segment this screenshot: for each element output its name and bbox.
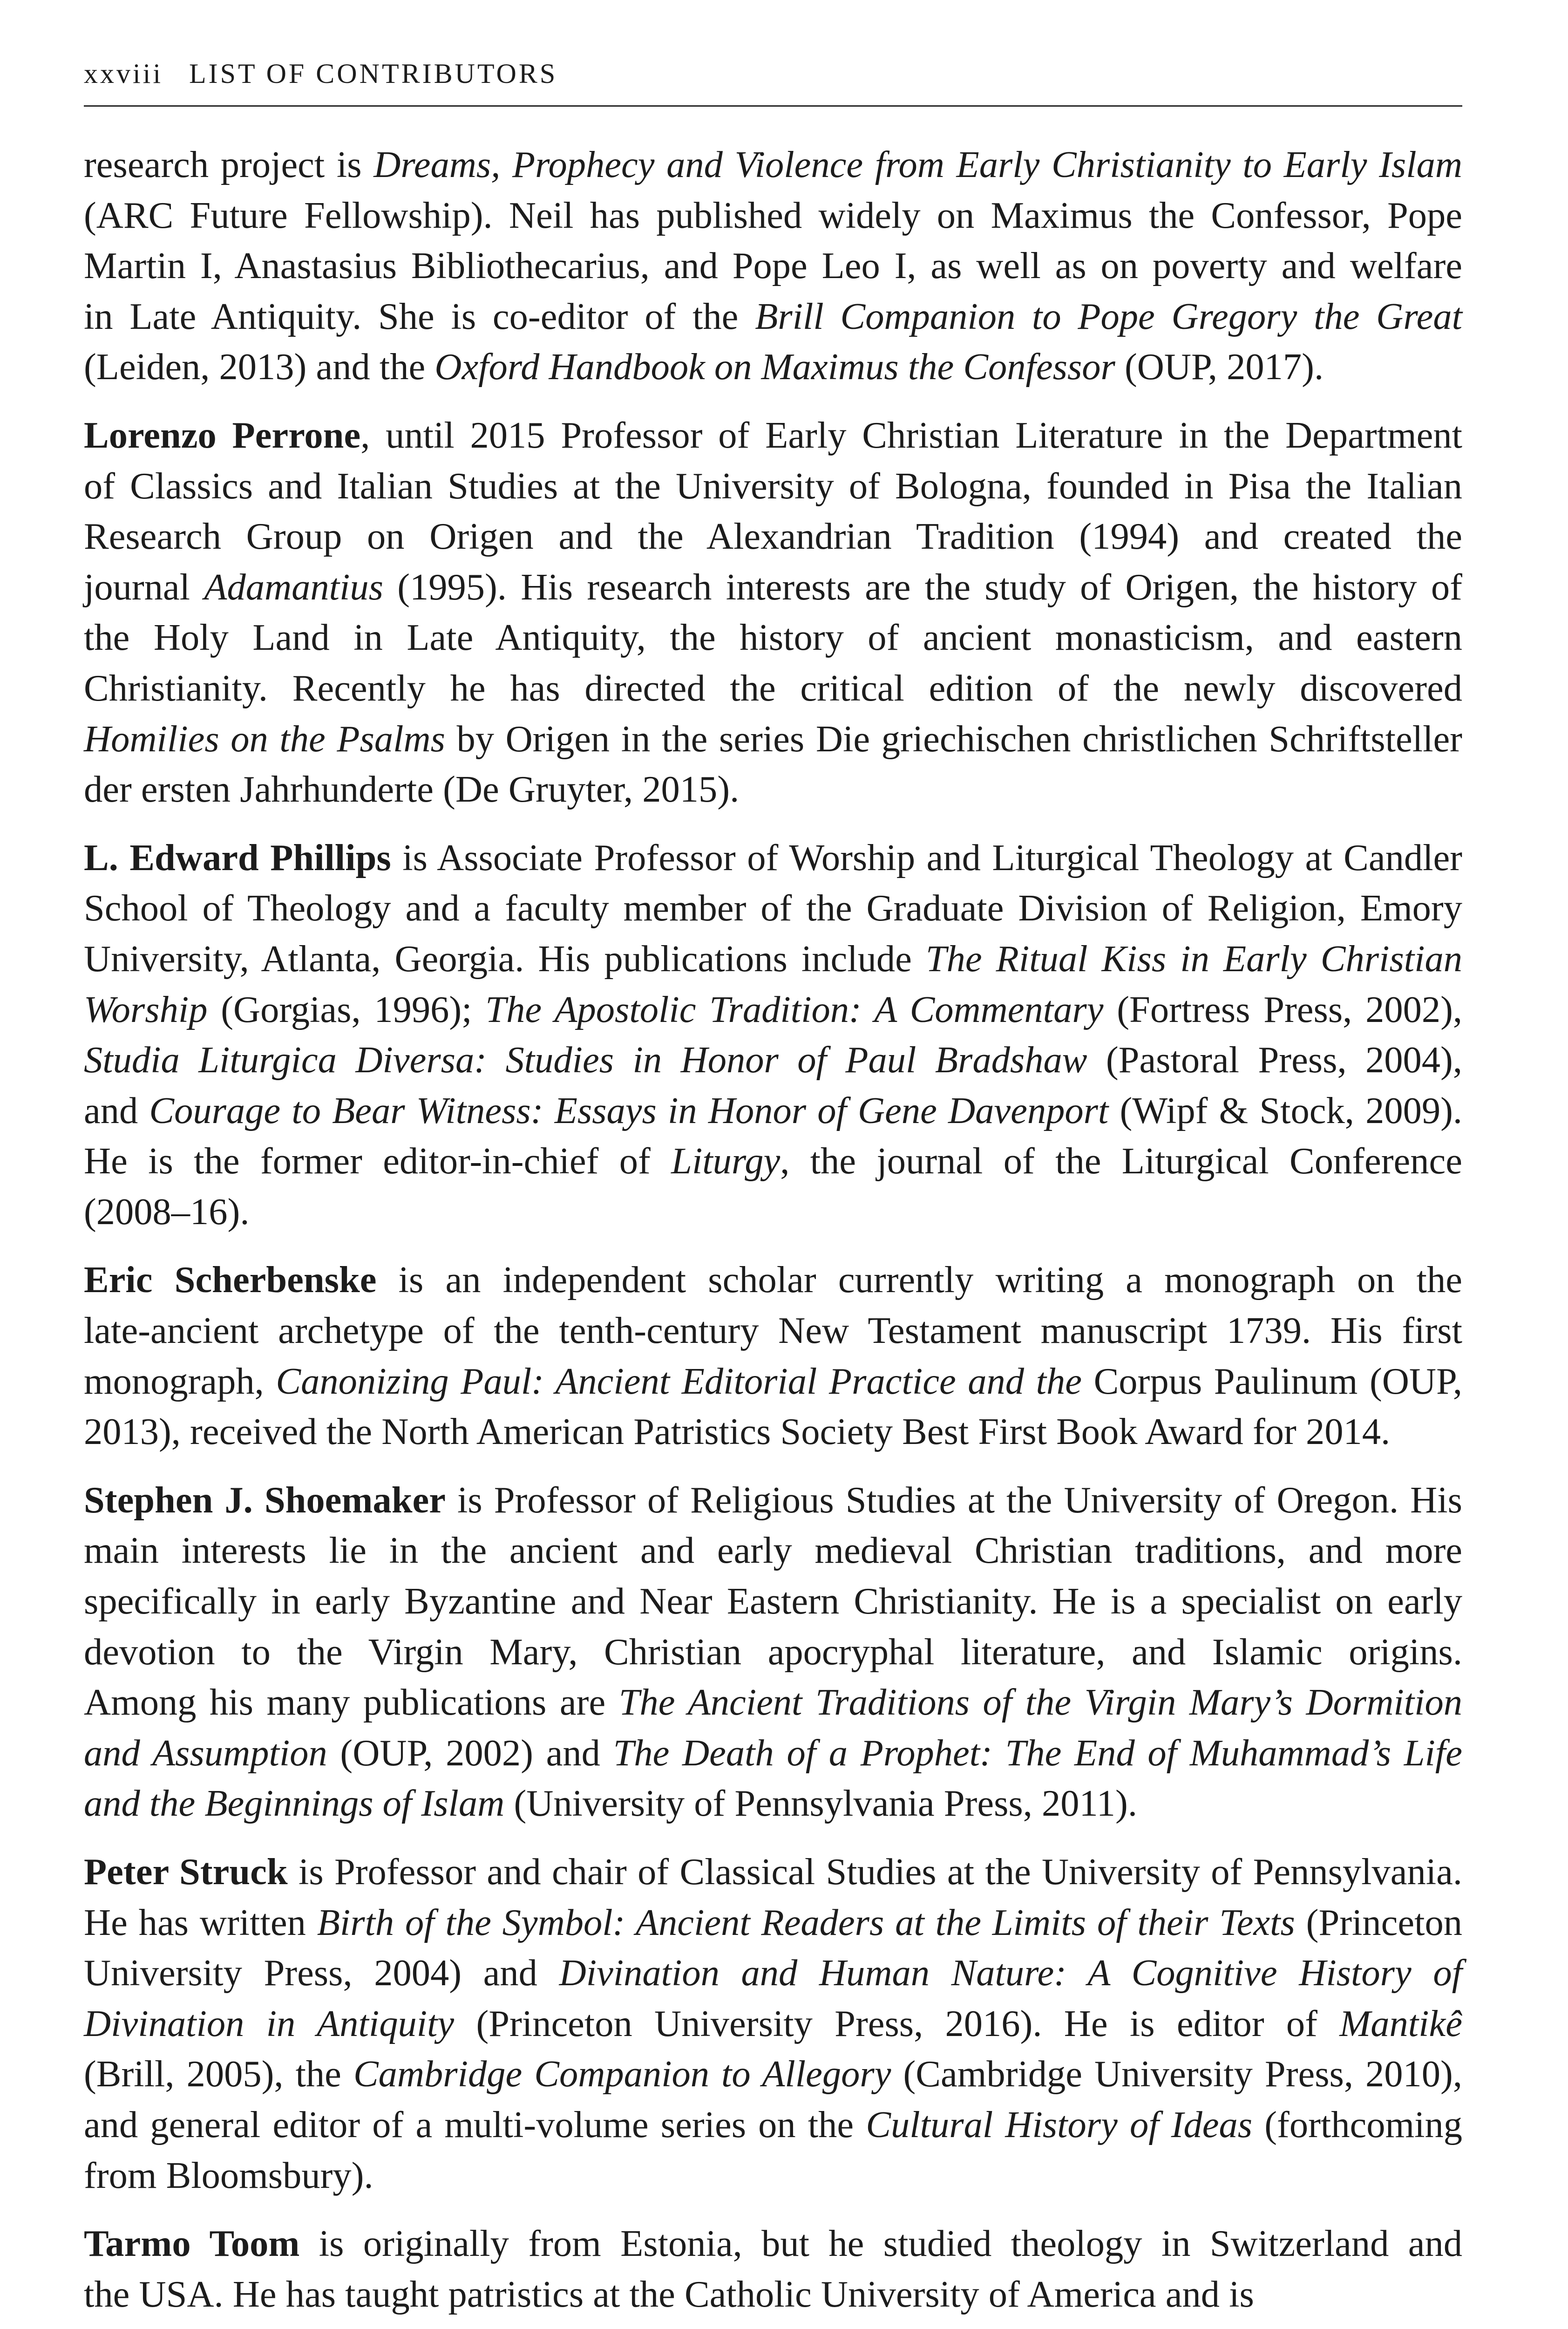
text-run: (Wipf & Stock, 2009). [1108,1090,1463,1131]
text-run: (Pastoral Press, 2004), [1087,1039,1462,1081]
text-line [84,663,1462,714]
text-line [84,2151,1462,2201]
text-line [84,1627,1462,1678]
text-run: (University of Pennsylvania Press, 2011). [504,1783,1137,1825]
work-title: Adamantius [204,566,383,608]
text-run: Martin I, Anastasius Bibliothecarius, and Pope Leo I, as well as on poverty and welfare [84,245,1462,287]
text-run: in Late Antiquity. She is co-editor of the [84,295,755,337]
text-run: specifically in early Byzantine and Near Eastern Christianity. He is a specialist on early [84,1580,1462,1622]
running-title: LIST OF CONTRIBUTORS [189,58,558,89]
text-line [84,1086,1462,1137]
text-run: Among his many publications are [84,1682,619,1723]
text-line [84,613,1462,663]
text-run: is Professor of Religious Studies at the University of Oregon. His [445,1479,1462,1521]
text-line [84,562,1462,613]
text-line [84,1677,1462,1728]
text-run: He has written [84,1901,317,1943]
text-line [84,292,1462,342]
continued-entry [84,140,1462,393]
work-title: Divination and Human Nature: A Cognitive History of [559,1952,1462,1994]
text-line [84,2219,1462,2269]
text-line [84,461,1462,512]
text-line [84,714,1462,765]
work-title: Cultural History of Ideas [866,2104,1253,2145]
text-run: (OUP, 2002) and [327,1732,613,1774]
text-run: (ARC Future Fellowship). Neil has published widely on Maximus the Confessor, Pope [84,194,1462,236]
work-title: Courage to Bear Witness: Essays in Honor of Gene Davenport [149,1090,1109,1131]
text-line [84,833,1462,884]
text-line [84,1728,1462,1779]
text-run: 2013), received the North American Patristics Society Best First Book Award for 2014. [84,1411,1391,1453]
text-run: der ersten Jahrhunderte (De Gruyter, 2015). [84,769,740,810]
text-line [84,410,1462,461]
text-run: research project is [84,144,374,185]
text-line [84,2100,1462,2151]
text-line [84,1778,1462,1829]
text-line [84,2269,1462,2320]
text-run: journal [84,566,204,608]
text-line [84,1407,1462,1457]
text-line [84,1187,1462,1238]
text-line [84,2049,1462,2100]
work-title: Liturgy [671,1140,781,1182]
text-line [84,241,1462,292]
contributor-name: Tarmo Toom [84,2223,300,2265]
text-line [84,1576,1462,1627]
text-line [84,1255,1462,1306]
text-run: (Princeton [1295,1901,1462,1943]
text-line [84,985,1462,1035]
text-run: and general editor of a multi-volume series on the [84,2104,866,2145]
text-line [84,1136,1462,1187]
text-run: University Press, 2004) and [84,1952,559,1994]
text-line [84,191,1462,241]
text-run: is Professor and chair of Classical Studies at the University of Pennsylvania. [287,1851,1462,1893]
text-run: Corpus Paulinum (OUP, [1081,1360,1463,1402]
text-run: , the journal of the Liturgical Conference [780,1140,1462,1182]
text-run: the Holy Land in Late Antiquity, the history of ancient monasticism, and eastern [84,617,1462,659]
contributor-name: L. Edward Phillips [84,837,391,878]
work-title: and Assumption [84,1732,327,1774]
contributor-name: Stephen J. Shoemaker [84,1479,446,1521]
contributor-name: Lorenzo Perrone [84,414,361,456]
text-run: from Bloomsbury). [84,2154,373,2196]
text-run: late-ancient archetype of the tenth-century New Testament manuscript 1739. His first [84,1310,1462,1352]
text-run: Research Group on Origen and the Alexandrian Tradition (1994) and created the [84,516,1462,558]
text-run: monograph, [84,1360,276,1402]
text-run: (Brill, 2005), the [84,2053,353,2095]
contributor-name: Eric Scherbenske [84,1259,377,1301]
text-line [84,1948,1462,1999]
text-run: is originally from Estonia, but he studied theology in Switzerland and [299,2223,1462,2265]
work-title: Cambridge Companion to Allegory [353,2053,891,2095]
work-title: Dreams, Prophecy and Violence from Early Christianity to Early Islam [373,144,1462,185]
contributor-entry [84,833,1462,1238]
text-run: and [84,1090,149,1131]
work-title: Canonizing Paul: Ancient Editorial Practice and the [276,1360,1082,1402]
text-run: of Classics and Italian Studies at the University of Bologna, founded in Pisa the Italian [84,465,1462,507]
contributor-entry [84,2219,1462,2320]
text-run: by Origen in the series Die griechischen christlichen Schriftsteller [445,718,1462,760]
text-run: Christianity. Recently he has directed the critical edition of the newly discovered [84,667,1462,709]
contributor-entry [84,1255,1462,1457]
text-run: (forthcoming [1252,2104,1462,2145]
work-title: and the Beginnings of Islam [84,1783,505,1825]
contributor-name: Peter Struck [84,1851,288,1893]
text-line [84,342,1462,393]
text-run: main interests lie in the ancient and early medieval Christian traditions, and more [84,1530,1462,1572]
contributor-entry [84,410,1462,815]
text-line [84,1847,1462,1898]
work-title: Birth of the Symbol: Ancient Readers at the Limits of their Texts [317,1901,1295,1943]
work-title: Oxford Handbook on Maximus the Confessor [434,346,1115,388]
text-run: is an independent scholar currently writing a monograph on the [376,1259,1462,1301]
header-rule [84,105,1462,107]
page-number: xxviii [84,58,163,89]
work-title: Worship [84,988,208,1030]
text-line [84,1475,1462,1526]
contributor-entry [84,1847,1462,2201]
text-line [84,1898,1462,1948]
text-run: (1995). His research interests are the study of Origen, the history of [383,566,1462,608]
text-line [84,1356,1462,1407]
text-run: devotion to the Virgin Mary, Christian apocryphal literature, and Islamic origins. [84,1631,1462,1673]
running-head [84,55,1462,92]
text-run: is Associate Professor of Worship and Liturgical Theology at Candler [391,837,1462,878]
text-run: (Cambridge University Press, 2010), [891,2053,1462,2095]
text-run: He is the former editor-in-chief of [84,1140,672,1182]
text-line [84,1525,1462,1576]
work-title: The Death of a Prophet: The End of Muhammad’s Life [613,1732,1462,1774]
text-run: (OUP, 2017). [1115,346,1324,388]
text-run: (2008–16). [84,1191,250,1233]
text-run: (Leiden, 2013) and the [84,346,435,388]
text-line [84,883,1462,934]
work-title: The Ritual Kiss in Early Christian [925,938,1463,980]
work-title: Brill Companion to Pope Gregory the Great [755,295,1463,337]
text-run: , until 2015 Professor of Early Christian Literature in the Department [360,414,1463,456]
work-title: Studia Liturgica Diversa: Studies in Honor of Paul Bradshaw [84,1039,1087,1081]
work-title: Divination in Antiquity [84,2002,455,2044]
work-title: The Ancient Traditions of the Virgin Mary’s Dormition [618,1682,1462,1723]
contributors-list [84,140,1462,2329]
work-title: Mantikê [1339,2002,1462,2044]
work-title: The Apostolic Tradition: A Commentary [485,988,1104,1030]
text-run: (Princeton University Press, 2016). He is editor of [454,2002,1340,2044]
text-run: (Fortress Press, 2002), [1103,988,1463,1030]
contributor-entry [84,1475,1462,1829]
text-run: the USA. He has taught patristics at the Catholic University of America and is [84,2273,1254,2315]
work-title: Homilies on the Psalms [84,718,445,760]
text-line [84,1035,1462,1086]
text-line [84,1306,1462,1356]
text-line [84,764,1462,815]
text-line [84,511,1462,562]
text-run: University, Atlanta, Georgia. His publications include [84,938,926,980]
text-line [84,140,1462,191]
text-line [84,934,1462,985]
text-run: School of Theology and a faculty member of the Graduate Division of Religion, Emory [84,887,1462,929]
text-run: (Gorgias, 1996); [207,988,486,1030]
text-line [84,1999,1462,2050]
